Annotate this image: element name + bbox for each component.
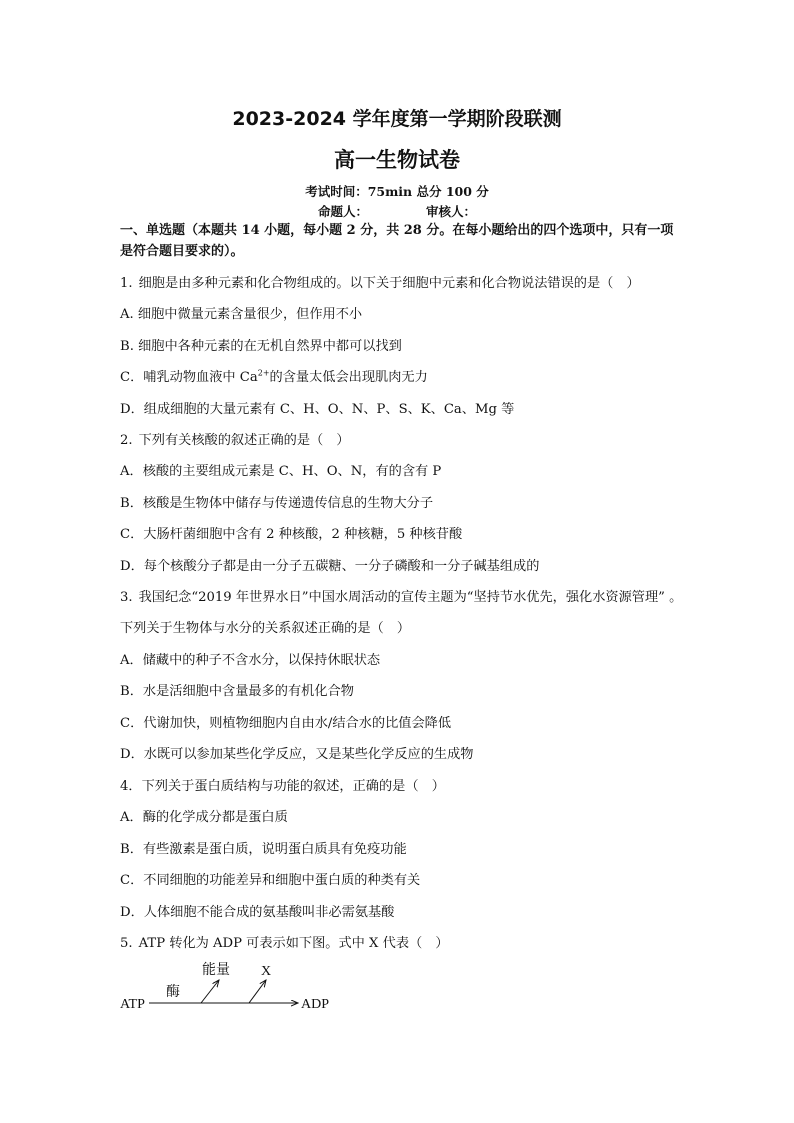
question-2-option-c: C．大肠杆菌细胞中含有 2 种核酸，2 种核糖，5 种核苷酸: [120, 527, 463, 542]
question-5-stem: 5. ATP 转化为 ADP 可表示如下图。式中 X 代表（ ）: [120, 936, 449, 951]
question-3-option-d: D．水既可以参加某些化学反应，又是某些化学反应的生成物: [120, 747, 474, 762]
x-arrow: [249, 980, 266, 1003]
question-3-option-a: A．储藏中的种子不含水分，以保持休眠状态: [120, 653, 381, 668]
question-1-option-d: D．组成细胞的大量元素有 C、H、O、N、P、S、K、Ca、Mg 等: [120, 402, 515, 417]
exam-subtitle: 高一生物试卷: [334, 148, 460, 172]
question-2-option-b: B．核酸是生物体中储存与传递遗传信息的生物大分子: [120, 496, 434, 511]
enzyme-label: 酶: [166, 985, 180, 1000]
question-1-option-a: A. 细胞中微量元素含量很少，但作用不小: [120, 307, 363, 322]
question-number: 2.: [120, 433, 133, 448]
question-2-option-a: A．核酸的主要组成元素是 C、H、O、N，有的含有 P: [120, 464, 442, 479]
exam-title: 2023-2024 学年度第一学期阶段联测: [232, 108, 562, 130]
question-number: 4．: [120, 779, 142, 794]
question-2-stem: 2. 下列有关核酸的叙述正确的是（ ）: [120, 433, 350, 448]
question-4-option-c: C．不同细胞的功能差异和细胞中蛋白质的种类有关: [120, 873, 421, 888]
x-label: X: [261, 964, 272, 979]
author-label: 命题人：: [317, 204, 368, 219]
question-2-option-d: D．每个核酸分子都是由一分子五碳糖、一分子磷酸和一分子碱基组成的: [120, 559, 540, 574]
question-1-option-b: B. 细胞中各种元素的在无机自然界中都可以找到: [120, 339, 402, 354]
question-1-option-c: C．哺乳动物血液中 $Ca^{2+}$的含量太低会出现肌肉无力: [120, 368, 428, 385]
question-3-option-b: B．水是活细胞中含量最多的有机化合物: [120, 684, 354, 699]
question-4-option-d: D．人体细胞不能合成的氨基酸叫非必需氨基酸: [120, 905, 395, 920]
section-heading: 一、单选题（本题共 14 小题，每小题 2 分，共 28 分。在每小题给出的四个选项中，只有一项是符合题目要求的）。: [120, 223, 674, 259]
question-4-stem: 4．下列关于蛋白质结构与功能的叙述，正确的是（ ）: [120, 779, 445, 794]
reviewer-label: 审核人：: [426, 204, 477, 219]
exam-info: 考试时间：75min 总分 100 分: [305, 184, 489, 199]
question-number: 3.: [120, 590, 133, 605]
atp-adp-diagram: [118, 958, 358, 1018]
adp-label: ADP: [301, 997, 330, 1012]
question-3-stem: 3. 我国纪念“2019 年世界水日”中国水周活动的宣传主题为“坚持节水优先，强化水资源管理” 。: [120, 590, 683, 605]
energy-arrow: [201, 980, 219, 1003]
question-number: 1.: [120, 276, 133, 291]
question-4-option-b: B．有些激素是蛋白质，说明蛋白质具有免疫功能: [120, 842, 407, 857]
question-number: 5.: [120, 936, 133, 951]
author-line: [0, 202, 794, 220]
question-4-option-a: A．酶的化学成分都是蛋白质: [120, 810, 288, 825]
question-3-option-c: C．代谢加快，则植物细胞内自由水/结合水的比值会降低: [120, 716, 452, 731]
atp-label: ATP: [120, 997, 145, 1012]
question-1-stem: 1. 细胞是由多种元素和化合物组成的。以下关于细胞中元素和化合物说法错误的是（ ）: [120, 276, 640, 291]
question-3-stem-cont: 下列关于生物体与水分的关系叙述正确的是（ ）: [120, 621, 411, 636]
energy-label: 能量: [202, 963, 230, 978]
